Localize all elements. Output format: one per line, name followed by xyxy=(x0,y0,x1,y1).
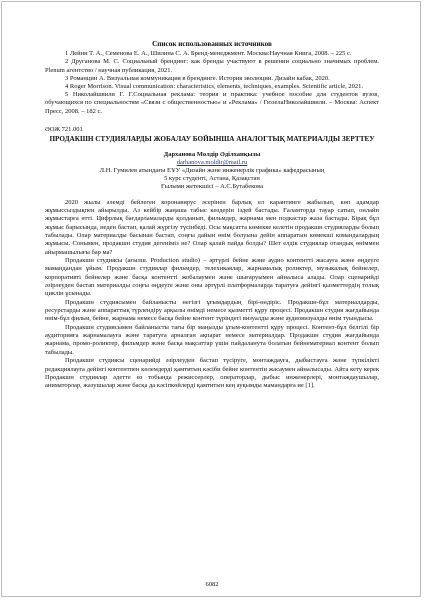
body-paragraph: Продакшн студиясы (ағылш. Production studio) – әртүрлі бейне және аудио контентті жасауға және өңдеуге мамандандан ұйым. Продакшн студиялар фильмдер, телехикаялар, жарнамалық роликтер, музыкалық бейнелер, корпоративті бейнелер және басқа контентті жобалаумен және шығаруымен айналыса алады. Олар сценарийді әзірлеуден бастап материалды соңғы өңдеуге және оны әртүрлі платформаларда таратуға дейінгі қызметтердің толық циклін ұсынады. xyxy=(45,257,379,298)
body-paragraph: 2020 жылы әлемді бейлеген коронавирус әсерінен барлық ел карантинге жабылып, көп адамдар жұмыссыздықпен айырылды. Аз кейбір жаңаша табыс көздерін іздей бастады. Ғаламторда тауар сатып, онлайн жұмыстарға өтті. Цифрлық бағдарламаларды қолданып, фильмдер, жарнама мен подкастар жаза бастады. Бірақ бұл жұмыс барысында, неден бастап, қалай жүргізу түсінбеді. Осы мақсатта көмекке келетін продакшн студияларды болып табылады. Олар материалды басынан бастап, соңғы дайын өнім болуына дейін аппаратын көмекші командалардың жұмысы. Сонымен, продакшн студия дегеніміз не? Олар қалай пайда болды? Шет елдік студиялар отандық өніммен айырмашылығы бар ма? xyxy=(45,198,379,256)
reference-item: 3 Романцин А. Визуальная коммуникация в брендинге. История эволюции. Дизайн кабак, 2020. xyxy=(65,74,330,82)
affiliation-line: 5 курс студенті, Астана, Қазақстан xyxy=(164,175,260,183)
document-page xyxy=(45,40,379,391)
udc-code: ӘОЖ 721.001 xyxy=(45,125,83,133)
body-paragraph: Продакшн студиясымен байланысты негізгі ұғымдардың бірі-өндіріс. Продакшн-бұл материалдарды, ресурстарды және аппараттық түрлендіру арқылы өнімді немесе қызметті құру процесі. Продакшн студия жағдайында өнім-бұл фильм, бейне, жарнама немесе басқа бейне контент түріндегі визуалды және аудиовизуалды өнім туындысы. xyxy=(45,298,379,323)
author-email-link[interactable]: darhanova.moldir@mail.ru xyxy=(176,158,248,166)
reference-item: 5 Николайшвили Г. Г.Социальная реклама: теория и практика: учебное пособие для студентов вузов, обучающихся по специальностям «Связи с общественностью» и «Реклама» / ГюзелаНиколайшвили. – Москва: Аспект Пресс, 2008. – 182 с. xyxy=(45,91,379,115)
supervisor-line: Ғылыми жетекшісі – А.С.Бутабекова xyxy=(160,183,264,191)
body-paragraph: Продакшн студиясы сценарийді әзірлеуден бастап түсіруге, монтаждауға, дыбыстауға және түпкілікті редакциялауға дейінгі контентпен көлемдерді қамтитын кәсіби бейне контентін жасаумен айналысады. Айта кету керек Продакшн студиялар әдетте өз тобында режиссерлер, операторлар, дыбыс инженерлері, монтаждаушылар, аниматорлар, жазушылар және басқа да кәсіпкөйлерді қамтитын кең ауқымды мамандарға ие [1]. xyxy=(45,357,379,390)
article-title: ПРОДАКШН СТУДИЯЛАРДЫ ЖОБАЛАУ БОЙЫНША АНАЛОГТЫҚ МАТЕРИАЛДЫ ЗЕРТТЕУ xyxy=(49,135,375,144)
affiliation-line: Л.Н. Гумилев атындағы ЕҰУ «Дизайн және инженерлік графика» кафедрасының xyxy=(99,167,325,175)
body-paragraph: Продакшн студиясымен байланысты тағы бір маңызды ұғым-контентті құру процесі. Контент-бұл белгілі бір аудиторияға жарнамалауға және таратуға арналған ақпарат немесе материалдар. Продакшн студия жағдайында жарнама, промо-роликтер, фильмдер және басқа мақсаттар үшін пайдаланута болатын бейнематериал контент болып табылады. xyxy=(45,323,379,356)
page-number: 6082 xyxy=(205,581,219,588)
reference-item: 1 Лейни Т. А., Семенова Е. А., Шилина С. А. Бренд-менеджмент. Москва:Научная Книга, 2008. – 225 с. xyxy=(65,50,352,58)
reference-item: 2 Друганова М. С. Социальный брендинг: как бренды участвуют в решении социально значимых проблем. Plenum агентство / научная публикация, 2021. xyxy=(45,58,379,74)
author-name: Дарханова Мөлдір Әділханқызы xyxy=(163,150,261,158)
references-title: Список использованных источников xyxy=(152,40,272,48)
reference-item: 4 Roger Morrison. Visual communication: characteristics, elements, techniques, examples. Scientific article, 2021. xyxy=(65,83,364,91)
